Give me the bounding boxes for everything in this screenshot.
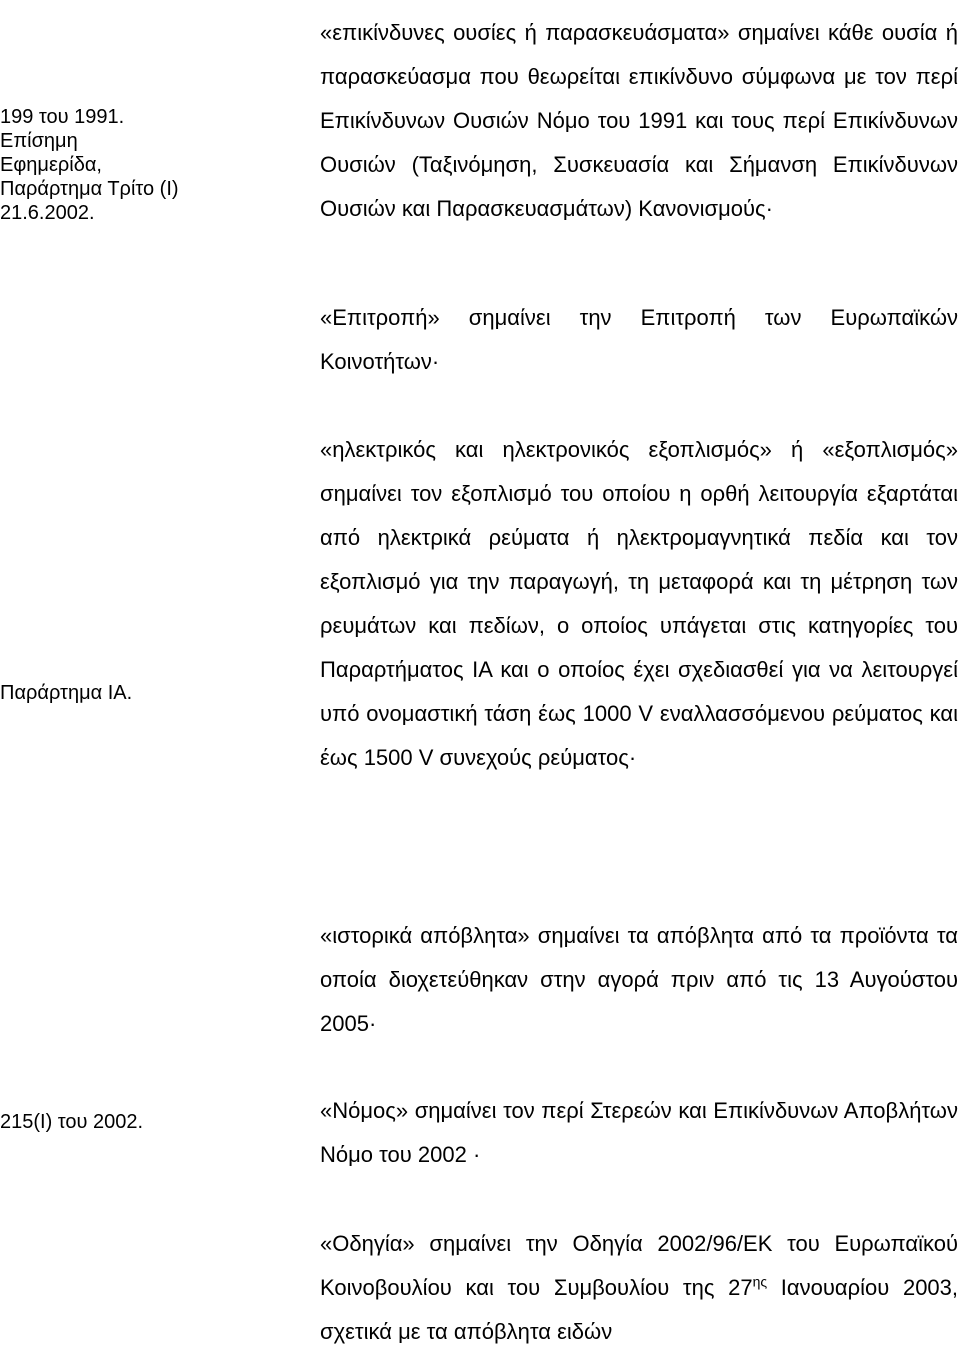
- margin-note-gazette: [0, 105, 240, 225]
- definition-hazardous-substances: «επικίνδυνες ουσίες ή παρασκευάσματα» σημαίνει κάθε ουσία ή παρασκεύασμα που θεωρείται επικίνδυνο σύμφωνα με τον περί Επικίνδυνων Ουσιών Νόμο του 1991 και τους περί Επικίνδυνων Ουσιών (Ταξινόμηση, Συσκευασία και Σήμανση Επικίνδυνων Ουσιών και Παρασκευασμάτων) Κανονισμούς·: [320, 20, 958, 221]
- margin-note-line: Παράρτημα ΙΑ.: [0, 682, 133, 704]
- margin-note-line: Παράρτημα Τρίτο (I): [0, 178, 179, 200]
- margin-note-line: Επίσημη: [0, 130, 78, 152]
- definition-directive-tail: Ιανουαρίου 2003, σχετικά με τα απόβλητα ειδών: [320, 1275, 959, 1344]
- ordinal-suffix: ης: [752, 1273, 768, 1290]
- definition-historical-waste: «ιστορικά απόβλητα» σημαίνει τα απόβλητα από τα προϊόντα τα οποία διοχετεύθηκαν στην αγορά πριν από τις 13 Αυγούστου 2005·: [320, 923, 958, 1036]
- definition-electrical-equipment: «ηλεκτρικός και ηλεκτρονικός εξοπλισμός» ή «εξοπλισμός» σημαίνει τον εξοπλισμό του οποίου η ορθή λειτουργία εξαρτάται από ηλεκτρικά ρεύματα ή ηλεκτρομαγνητικά πεδία και τον εξοπλισμό για την παραγωγή, τη μεταφορά και τη μέτρηση των ρευμάτων και πεδίων, ο οποίος υπάγεται στις κατηγορίες του Παραρτήματος ΙΑ και ο οποίος έχει σχεδιασθεί για να λειτουργεί υπό ονομαστική τάση έως 1000 V εναλλασσόμενου ρεύματος και έως 1500 V συνεχούς ρεύματος·: [320, 437, 958, 770]
- margin-note-law-reference: [0, 1110, 240, 1134]
- margin-note-line: 199 του 1991.: [0, 106, 125, 128]
- definition-directive-text: «Οδηγία» σημαίνει την Οδηγία 2002/96/ΕΚ του Ευρωπαϊκού Κοινοβουλίου και του Συμβουλίου της 27: [320, 1231, 958, 1300]
- margin-note-line: 215(I) του 2002.: [0, 1111, 144, 1133]
- definition-directive: [320, 1222, 958, 1354]
- definition-law: «Νόμος» σημαίνει τον περί Στερεών και Επικίνδυνων Αποβλήτων Νόμο του 2002 ·: [320, 1098, 958, 1167]
- margin-note-line: Εφημερίδα,: [0, 154, 102, 176]
- margin-note-line: 21.6.2002.: [0, 202, 95, 224]
- margin-note-annex: [0, 681, 240, 705]
- definition-commission: «Επιτροπή» σημαίνει την Επιτροπή των Ευρωπαϊκών Κοινοτήτων·: [320, 305, 958, 374]
